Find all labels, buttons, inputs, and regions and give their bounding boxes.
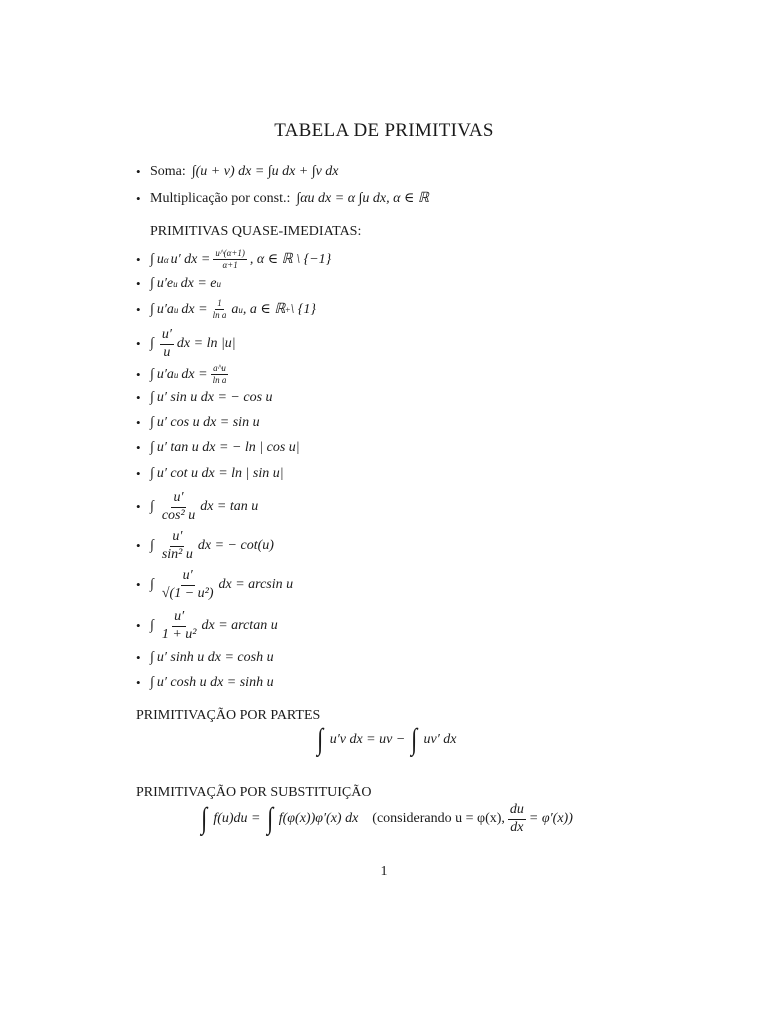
- formula-cot: • ∫ u′ cot u dx = ln | sin u|: [136, 466, 284, 481]
- formula-tan: • ∫ u′ tan u dx = − ln | cos u|: [136, 440, 300, 455]
- formula-exp-base-a-2: • ∫ u′a u dx = $\frac{a\^{}u}{\text{ln a}}$: [136, 363, 227, 386]
- rule-label: Soma:: [150, 164, 186, 179]
- page-title: TABELA DE PRIMITIVAS: [274, 120, 494, 141]
- rule-label: Multiplicação por const.:: [150, 190, 291, 206]
- formula-csc-squared: • ∫ $\frac{u'}{\text{sin² u}}$ dx = − cot(u): [136, 529, 274, 562]
- integral-sign: ∫: [317, 723, 324, 756]
- parts-formula: ∫ u′v dx = uv − ∫ uv′ dx: [317, 723, 457, 756]
- section-heading-quasi: PRIMITIVAS QUASE-IMEDIATAS:: [150, 224, 362, 239]
- rule-formula: ∫αu dx = α ∫u dx, α ∈ ℝ: [296, 191, 429, 206]
- formula-cosh: • ∫ u′ cosh u dx = sinh u: [136, 675, 274, 690]
- formula-sec-squared: • ∫ $\frac{u'}{\text{cos² u}}$ dx = tan u: [136, 490, 259, 523]
- formula-cos: • ∫ u′ cos u dx = sin u: [136, 415, 260, 430]
- rule-formula: ∫(u + v) dx = ∫u dx + ∫v dx: [191, 164, 339, 179]
- formula-exp: • ∫ u′e u dx = e u: [136, 276, 221, 291]
- section-heading-parts: PRIMITIVAÇÃO POR PARTES: [136, 708, 321, 723]
- formula-sin: • ∫ u′ sin u dx = − cos u: [136, 390, 273, 405]
- integral-sign: ∫: [150, 251, 154, 267]
- bullet: •: [136, 190, 141, 206]
- formula-sinh: • ∫ u′ sinh u dx = cosh u: [136, 650, 274, 665]
- bullet: •: [136, 164, 141, 179]
- formula-arcsin: • ∫ $\frac{u'}{\text{√(1 − u²)}}$ dx = arcsin u: [136, 568, 294, 601]
- formula-arctan: • ∫ $\frac{u'}{\text{1 + u²}}$ dx = arctan u: [136, 609, 278, 642]
- page-number: 1: [380, 864, 388, 879]
- formula-power: • ∫ u α u′ dx = $\frac{u\^{}(\alpha+1)}{\alpha+1}$ , α ∈ ℝ \ {−1}: [136, 248, 332, 271]
- rule-const-mult: [136, 190, 429, 207]
- formula-exp-base-a: • ∫ u′a u dx = $\frac{1}{\text{ln a}}$ a u , a ∈ ℝ + \ {1}: [136, 298, 316, 321]
- fraction: $\frac{u\^{}(\alpha+1)}{\alpha+1}$: [215, 248, 245, 271]
- section-heading-substitution: PRIMITIVAÇÃO POR SUBSTITUIÇÃO: [136, 785, 372, 800]
- rule-sum: [136, 164, 339, 180]
- formula-log: • ∫ $\frac{u'}{u}$ dx = ln |u|: [136, 327, 236, 360]
- substitution-formula: ∫ f(u)du = ∫ f(φ(x))φ′(x) dx (considerando u = φ(x), $\frac{du}{dx}$ = φ′(x)): [201, 802, 573, 836]
